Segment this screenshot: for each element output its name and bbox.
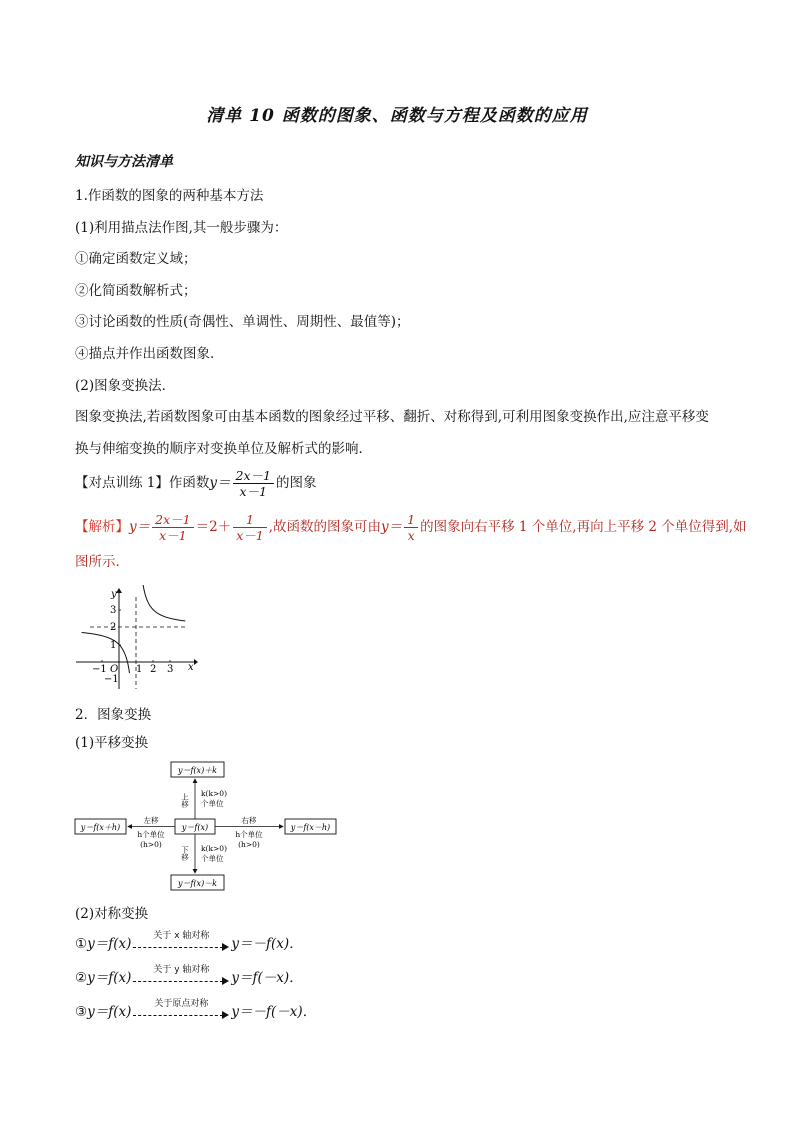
- solution-fraction-3: [404, 512, 418, 543]
- x-tick-1: 1: [136, 664, 143, 675]
- up-label: 上移: [180, 793, 190, 808]
- symmetry-2-prefix: ②: [75, 970, 88, 986]
- down-label: 下移: [180, 846, 190, 861]
- solution-text-1: ,故函数的图象可由: [268, 519, 382, 535]
- training-line: [75, 468, 317, 499]
- page-title: 清单 10 函数的图象、函数与方程及函数的应用: [206, 106, 588, 126]
- y-axis-arrow: [116, 588, 122, 593]
- symmetry-row-3: [75, 1000, 316, 1030]
- symmetry-2-label: 关于 y 轴对称: [153, 964, 210, 975]
- paragraph-2: (1)利用描点法作图,其一般步骤为：: [75, 220, 288, 236]
- symmetry-1-lhs: y＝f(x): [87, 936, 132, 952]
- training-y: y＝: [209, 475, 231, 491]
- symmetry-2-rhs: y＝f(－x)．: [231, 970, 303, 986]
- step-4: ④描点并作出函数图象．: [75, 346, 224, 362]
- solution-denominator-1: x－1: [159, 528, 187, 543]
- paragraph-transform-body-2: 换与伸缩变换的顺序对变换单位及解析式的影响．: [75, 441, 372, 457]
- solution-text-2: 的图象向右平移 1 个单位,再向上平移 2 个单位得到,如: [420, 519, 747, 535]
- symmetry-3-arrow: [133, 998, 229, 1023]
- y-tick-neg1: −1: [104, 674, 119, 685]
- solution-denominator-3: x: [407, 528, 415, 543]
- y-tick-1: 1: [110, 640, 117, 651]
- section-heading: 知识与方法清单: [75, 154, 173, 170]
- down-cond-2: 个单位: [201, 854, 224, 863]
- solution-numerator-1: 2x－1: [152, 512, 193, 528]
- section-2-title: 2．图象变换: [75, 707, 152, 723]
- arrow-right-icon: [222, 1011, 229, 1019]
- solution-line: [75, 512, 747, 543]
- training-fraction: [233, 468, 274, 499]
- solution-tag: 【解析】: [75, 519, 129, 535]
- paragraph-transform: (2)图象变换法．: [75, 378, 176, 394]
- solution-line-2: 图所示．: [75, 554, 129, 570]
- right-label: 右移: [241, 816, 257, 825]
- training-prefix: 【对点训练 1】作函数: [75, 475, 210, 491]
- solution-fraction-2: [233, 512, 267, 543]
- solution-y-2: y＝: [381, 519, 403, 535]
- section-2-2-title: (2)对称变换: [75, 906, 149, 922]
- solution-fraction-1: [152, 512, 193, 543]
- right-cond-2: (h>0): [238, 840, 260, 849]
- training-numerator: 2x－1: [233, 468, 274, 484]
- translation-diagram: [72, 758, 342, 893]
- curve-right-branch: [140, 585, 185, 621]
- x-axis-label: x: [188, 662, 194, 673]
- symmetry-2-lhs: y＝f(x): [87, 970, 132, 986]
- box-center-text: y＝f(x): [181, 823, 209, 832]
- symmetry-1-prefix: ①: [75, 936, 88, 952]
- y-axis-label: y: [111, 589, 117, 600]
- symmetry-3-lhs: y＝f(x): [87, 1004, 132, 1020]
- symmetry-2-arrow: [133, 964, 229, 989]
- x-tick-2: 2: [150, 664, 157, 675]
- box-left-text: y＝f(x＋h): [80, 823, 121, 832]
- symmetry-1-rhs: y＝－f(x)．: [231, 936, 303, 952]
- training-suffix: 的图象: [276, 475, 317, 491]
- x-tick-3: 3: [167, 664, 174, 675]
- left-label: 左移: [143, 816, 159, 825]
- left-cond-1: h个单位: [137, 830, 165, 839]
- solution-denominator-2: x－1: [236, 528, 264, 543]
- up-cond-1: k(k>0): [201, 789, 227, 798]
- y-tick-3: 3: [110, 605, 117, 616]
- up-cond-2: 个单位: [201, 799, 224, 808]
- step-1: ①确定函数定义域；: [75, 251, 197, 267]
- step-3: ③讨论函数的性质(奇偶性、单调性、周期性、最值等)；: [75, 314, 410, 330]
- symmetry-3-label: 关于原点对称: [154, 998, 209, 1009]
- arrow-right-icon: [222, 977, 229, 985]
- y-tick-2: 2: [110, 622, 117, 633]
- left-cond-2: (h>0): [140, 840, 162, 849]
- symmetry-3-prefix: ③: [75, 1004, 88, 1020]
- function-graph: [70, 585, 200, 695]
- symmetry-1-arrow: [133, 930, 229, 955]
- solution-eq2: ＝2＋: [195, 519, 232, 535]
- arrow-right-icon: [222, 943, 229, 951]
- solution-y: y＝: [129, 519, 151, 535]
- step-2: ②化简函数解析式；: [75, 283, 197, 299]
- symmetry-1-label: 关于 x 轴对称: [153, 930, 210, 941]
- box-right-text: y＝f(x－h): [290, 823, 331, 832]
- symmetry-3-rhs: y＝－f(－x)．: [231, 1004, 317, 1020]
- x-axis-arrow: [194, 659, 198, 665]
- down-cond-1: k(k>0): [201, 844, 227, 853]
- training-denominator: x－1: [239, 484, 268, 499]
- symmetry-row-2: [75, 966, 303, 996]
- origin-label: O: [110, 664, 119, 675]
- x-tick-neg1: −1: [92, 664, 107, 675]
- section-2-1-title: (1)平移变换: [75, 735, 149, 751]
- box-bottom-text: y＝f(x)－k: [177, 879, 218, 888]
- paragraph-1: 1.作函数的图象的两种基本方法: [75, 188, 264, 204]
- symmetry-row-1: [75, 932, 303, 962]
- paragraph-transform-body-1: 图象变换法,若函数图象可由基本函数的图象经过平移、翻折、对称得到,可利用图象变换作出,应注意平移变: [75, 409, 709, 425]
- box-top-text: y＝f(x)＋k: [177, 766, 218, 775]
- solution-numerator-2: 1: [233, 512, 267, 528]
- solution-numerator-3: 1: [404, 512, 418, 528]
- right-cond-1: h个单位: [235, 830, 263, 839]
